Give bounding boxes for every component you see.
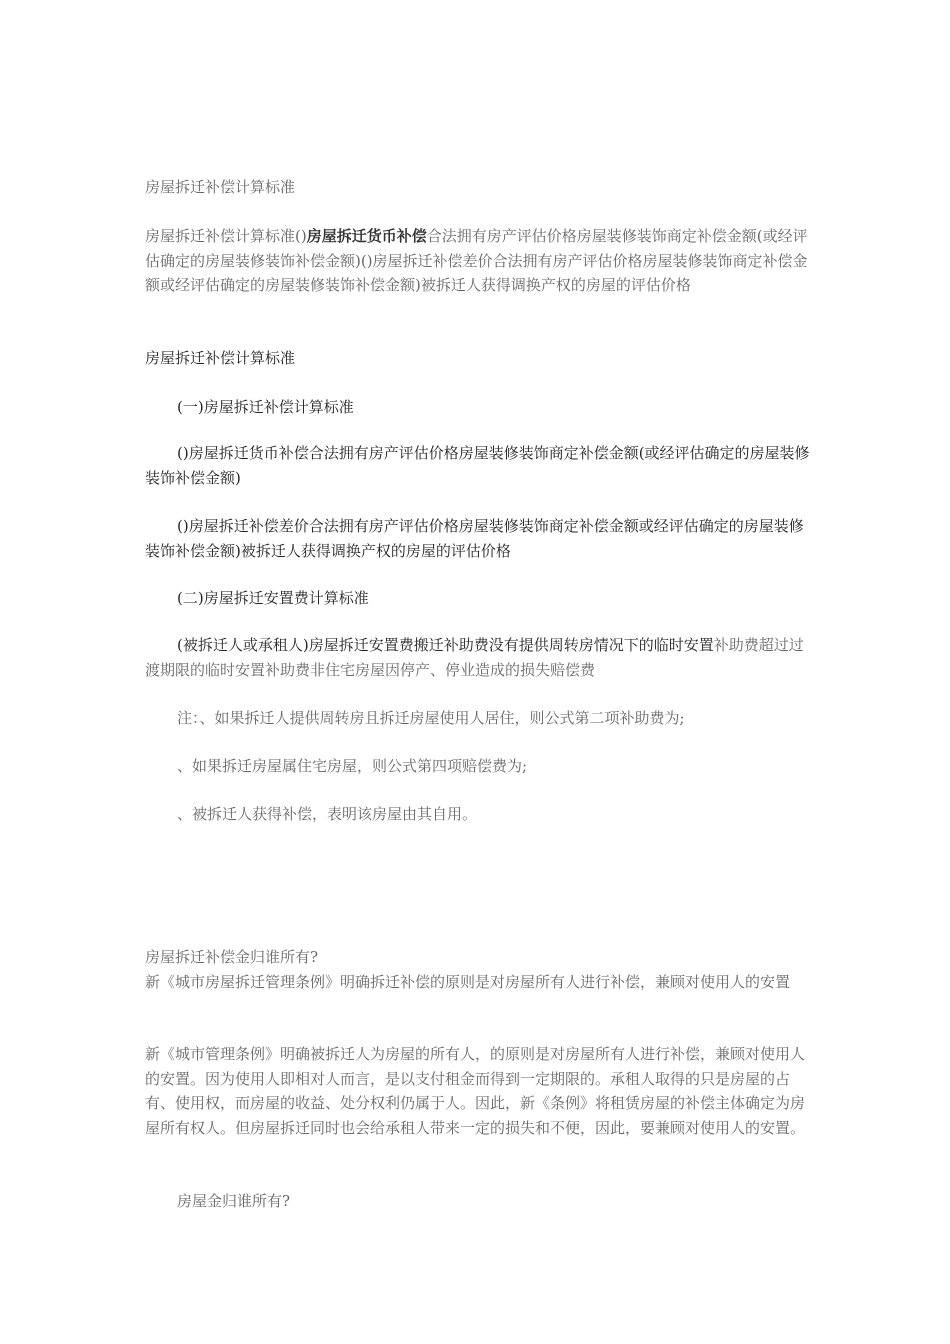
note-2: 、如果拆迁房屋属住宅房屋，则公式第四项赔偿费为; [177, 757, 528, 775]
section2-paragraph-1 [145, 633, 810, 682]
question-title: 房屋拆迁补偿金归谁所有? [145, 948, 319, 966]
intro-part-a: 房屋拆迁补偿计算标准() [145, 227, 307, 245]
section1-paragraph-1: ()房屋拆迁货币补偿合法拥有房产评估价格房屋装修装饰商定补偿金额(或经评估确定的房屋装修装饰补偿金额) [145, 444, 810, 487]
note-1: 注：、如果拆迁人提供周转房且拆迁房屋使用人居住，则公式第二项补助费为; [177, 709, 685, 727]
note-3: 、被拆迁人获得补偿，表明该房屋由其自用。 [177, 805, 478, 823]
section2-title: (二)房屋拆迁安置费计算标准 [177, 589, 369, 607]
section1-title: (一)房屋拆迁补偿计算标准 [177, 398, 354, 416]
question-paragraph-3: 房屋金归谁所有? [177, 1192, 291, 1210]
question-paragraph-2: 新《城市管理条例》明确被拆迁人为房屋的所有人，的原则是对房屋所有人进行补偿，兼顾对使用人的安置。因为使用人即相对人而言，是以支付租金而得到一定期限的。承租人取得的只是房屋的占有、使用权，而房屋的收益、处分权利仍属于人。因此，新《条例》将租赁房屋的补偿主体确定为房屋所有权人。但房屋拆迁同时也会给承租人带来一定的损失和不便，因此，要兼顾对使用人的安置。 [145, 1045, 806, 1137]
section1-paragraph-2: ()房屋拆迁补偿差价合法拥有房产评估价格房屋装修装饰商定补偿金额或经评估确定的房屋装修装饰补偿金额)被拆迁人获得调换产权的房屋的评估价格 [145, 517, 804, 560]
section2-p1-gray: 补助费超过过渡期限的临时安置补助费非住宅房屋因停产、停业造成的损失赔偿费 [145, 636, 804, 679]
section2-p1-dark: (被拆迁人或承租人)房屋拆迁安置费搬迁补助费没有提供周转房情况下的临时安置 [177, 636, 714, 654]
doc-title: 房屋拆迁补偿计算标准 [145, 178, 296, 196]
intro-part-c: 合法拥有房产评估价格房屋装修装饰商定补偿金额(或经评估确定的房屋装修装饰补偿金额)()房屋拆迁补偿差价合法拥有房产评估价格房屋装修装饰商定补偿金额或经评估确定的房屋装修装饰补偿金额)被拆迁人获得调换产权的房屋的评估价格 [145, 227, 808, 294]
question-paragraph-1: 新《城市房屋拆迁管理条例》明确拆迁补偿的原则是对房屋所有人进行补偿，兼顾对使用人的安置 [145, 973, 791, 991]
intro-bold-term: 房屋拆迁货币补偿 [306, 227, 427, 245]
intro-paragraph [145, 224, 810, 298]
heading-2: 房屋拆迁补偿计算标准 [145, 349, 296, 367]
